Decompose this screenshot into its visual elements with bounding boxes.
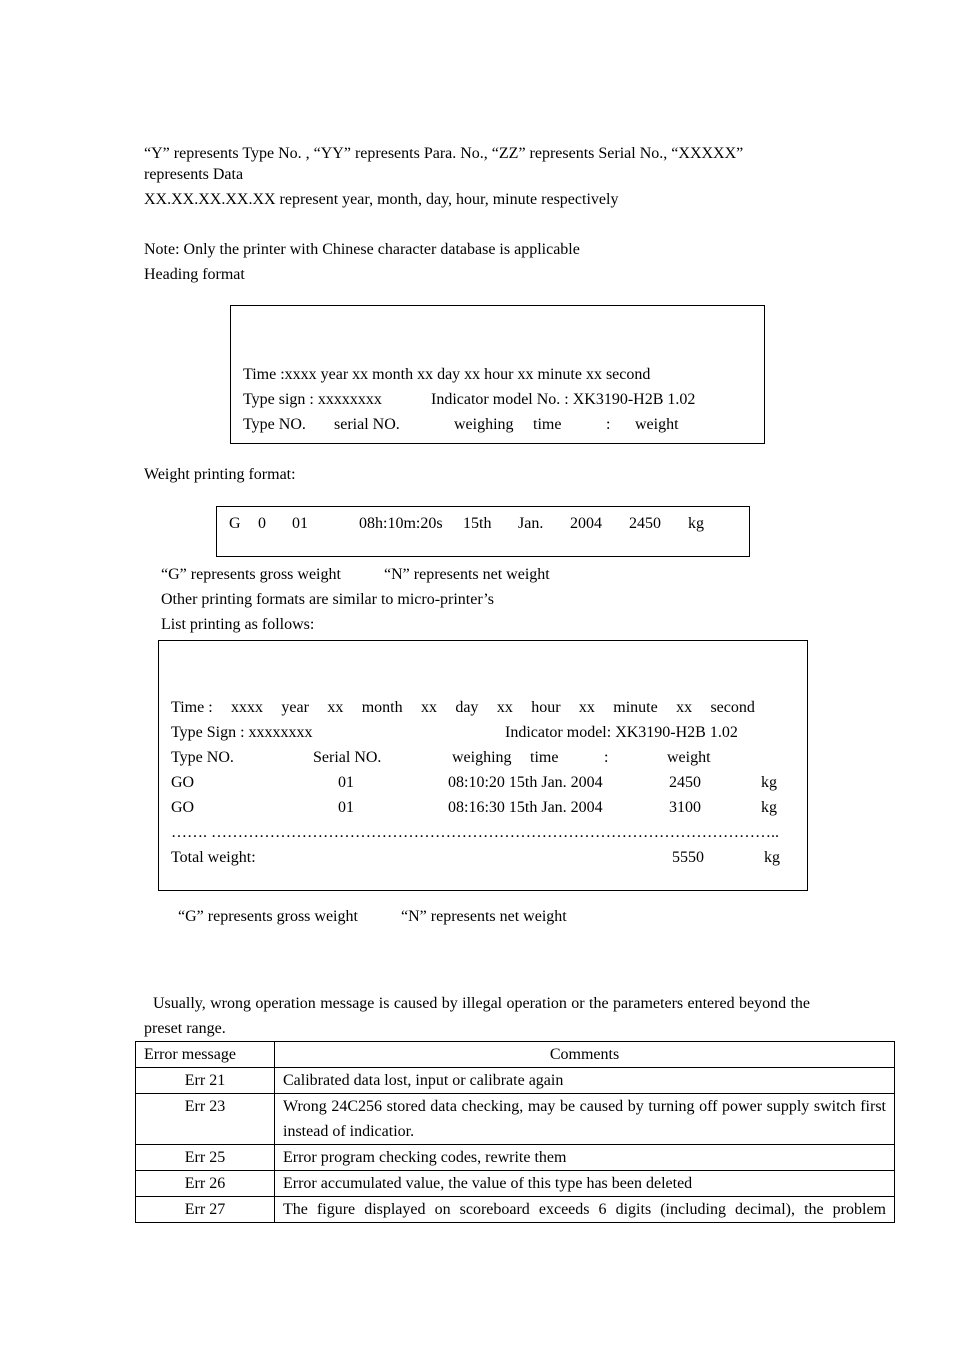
error-comment: Wrong 24C256 stored data checking, may be caused by turning off power supply switch first instead of indicatior. <box>275 1094 895 1145</box>
error-code: Err 21 <box>136 1068 275 1094</box>
gross-weight-note-2: “G” represents gross weight <box>178 908 358 925</box>
list-col-weighing: weighing <box>452 749 512 766</box>
list-row-serial: 01 <box>338 799 354 816</box>
list-col-weight: weight <box>667 749 711 766</box>
net-weight-note-2: “N” represents net weight <box>401 908 567 925</box>
error-comment: Calibrated data lost, input or calibrate again <box>275 1068 895 1094</box>
weight-month: Jan. <box>518 515 544 532</box>
net-weight-note: “N” represents net weight <box>384 566 550 583</box>
error-table-header <box>136 1042 895 1068</box>
weight-format-box <box>216 506 750 557</box>
list-time-word: month <box>361 699 403 716</box>
error-comment: Error program checking codes, rewrite them <box>275 1145 895 1171</box>
table-row <box>136 1171 895 1197</box>
list-time-word: xx <box>496 699 513 716</box>
list-time-word: hour <box>531 699 561 716</box>
heading-format-label: Heading format <box>144 266 245 283</box>
table-row <box>136 1145 895 1171</box>
list-print-box <box>158 640 808 891</box>
heading-indicator-model: Indicator model No. : XK3190-H2B 1.02 <box>431 391 696 408</box>
list-time-line <box>171 699 755 717</box>
list-time-word: second <box>710 699 755 716</box>
error-code: Err 26 <box>136 1171 275 1197</box>
total-weight-label: Total weight: <box>171 849 256 866</box>
printer-note: Note: Only the printer with Chinese character database is applicable <box>144 241 580 258</box>
list-row-weight: 3100 <box>669 799 701 816</box>
list-row-datetime: 08:10:20 15th Jan. 2004 <box>448 774 603 791</box>
list-time-word: xx <box>578 699 595 716</box>
weight-unit: kg <box>688 515 704 532</box>
weight-time: 08h:10m:20s <box>359 515 443 532</box>
list-time-word: Time : <box>171 699 213 716</box>
error-code: Err 27 <box>136 1197 275 1223</box>
error-code: Err 25 <box>136 1145 275 1171</box>
list-row-serial: 01 <box>338 774 354 791</box>
heading-col-colon: : <box>606 416 611 433</box>
list-type-sign: Type Sign : xxxxxxxx <box>171 724 313 741</box>
error-comment: The figure displayed on scoreboard exceeds 6 digits (including decimal), the problem <box>275 1197 895 1223</box>
list-time-word: day <box>455 699 479 716</box>
list-col-type: Type NO. <box>171 749 234 766</box>
list-time-word: year <box>281 699 309 716</box>
heading-time-line: Time :xxxx year xx month xx day xx hour xx minute xx second <box>243 366 651 383</box>
list-time-word: xx <box>327 699 344 716</box>
list-time-word: xxxx <box>231 699 264 716</box>
intro-line-2: represents Data <box>144 166 244 183</box>
list-row-weight: 2450 <box>669 774 701 791</box>
header-comments: Comments <box>275 1042 895 1068</box>
heading-col-serial: serial NO. <box>334 416 400 433</box>
list-time-word: xx <box>420 699 437 716</box>
list-row-type: GO <box>171 799 195 816</box>
table-row <box>136 1094 895 1145</box>
weight-format-label: Weight printing format: <box>144 466 296 483</box>
list-row-type: GO <box>171 774 195 791</box>
total-weight-value: 5550 <box>672 849 704 866</box>
other-formats-note: Other printing formats are similar to micro-printer’s <box>161 591 494 608</box>
header-error-message: Error message <box>136 1042 275 1068</box>
weight-zero: 0 <box>258 515 266 532</box>
list-col-time: time <box>530 749 559 766</box>
list-row-unit: kg <box>761 774 777 791</box>
heading-type-sign: Type sign : xxxxxxxx <box>243 391 382 408</box>
total-weight-unit: kg <box>764 849 780 866</box>
weight-g: G <box>229 515 241 532</box>
weight-value: 2450 <box>629 515 661 532</box>
weight-year: 2004 <box>570 515 602 532</box>
list-time-word: minute <box>613 699 658 716</box>
error-table <box>135 1041 895 1223</box>
weight-day: 15th <box>463 515 492 532</box>
list-col-serial: Serial NO. <box>313 749 382 766</box>
list-indicator-model: Indicator model: XK3190-H2B 1.02 <box>505 724 738 741</box>
list-printing-label: List printing as follows: <box>161 616 315 633</box>
error-intro-paragraph: Usually, wrong operation message is caused by illegal operation or the parameters entered beyond the preset range. <box>144 995 810 1037</box>
error-comment: Error accumulated value, the value of this type has been deleted <box>275 1171 895 1197</box>
heading-format-box <box>230 305 765 444</box>
heading-col-time: time <box>533 416 562 433</box>
list-time-word: xx <box>676 699 693 716</box>
weight-serial: 01 <box>292 515 308 532</box>
table-row <box>136 1068 895 1094</box>
error-code: Err 23 <box>136 1094 275 1145</box>
list-dots-separator: ……. …………………………………………………………………………………………….. <box>171 824 779 841</box>
heading-col-type: Type NO. <box>243 416 306 433</box>
table-row <box>136 1197 895 1223</box>
list-row-datetime: 08:16:30 15th Jan. 2004 <box>448 799 603 816</box>
intro-line-3: XX.XX.XX.XX.XX represent year, month, day, hour, minute respectively <box>144 191 619 208</box>
heading-col-weighing: weighing <box>454 416 514 433</box>
intro-line-1: “Y” represents Type No. , “YY” represents Para. No., “ZZ” represents Serial No., “XXXXX” <box>144 145 744 162</box>
list-col-colon: : <box>604 749 609 766</box>
list-row-unit: kg <box>761 799 777 816</box>
heading-col-weight: weight <box>635 416 679 433</box>
gross-weight-note: “G” represents gross weight <box>161 566 341 583</box>
